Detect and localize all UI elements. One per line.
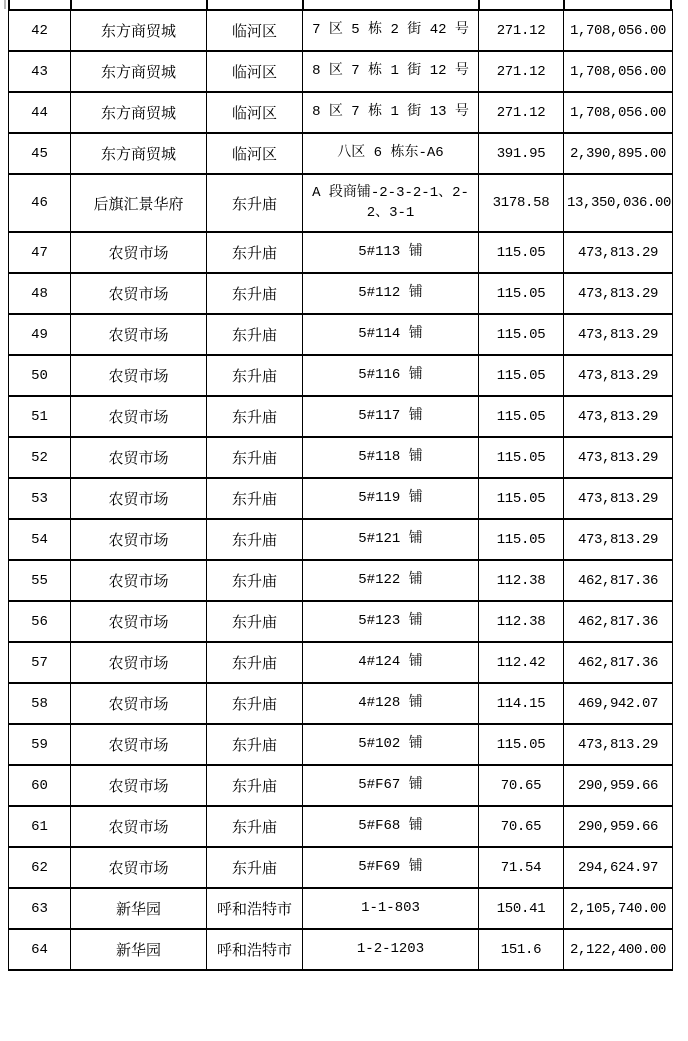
cell-unit: 4#128 铺 [303,683,479,724]
table-row [9,314,673,355]
cell-amount: 473,813.29 [564,232,673,273]
cell-no: 60 [9,765,71,806]
cell-area: 3178.58 [479,174,564,232]
cell-area: 115.05 [479,396,564,437]
cell-project: 农贸市场 [71,806,207,847]
cell-project: 农贸市场 [71,519,207,560]
cell-district: 呼和浩特市 [207,888,303,929]
cell-no: 62 [9,847,71,888]
cell-area: 114.15 [479,683,564,724]
cell-area: 271.12 [479,92,564,133]
cell-amount: 473,813.29 [564,478,673,519]
cell-amount: 473,813.29 [564,314,673,355]
cell-project: 农贸市场 [71,273,207,314]
cell-no: 63 [9,888,71,929]
cell-project: 农贸市场 [71,314,207,355]
cell-area: 70.65 [479,765,564,806]
cell-unit: 5#121 铺 [303,519,479,560]
cell-district: 临河区 [207,10,303,51]
cell-district: 东升庙 [207,478,303,519]
cell-district: 东升庙 [207,273,303,314]
table-border-stub-gray [4,0,6,9]
cell-area: 112.38 [479,560,564,601]
cell-district: 东升庙 [207,847,303,888]
cell-district: 临河区 [207,51,303,92]
cell-unit: 5#117 铺 [303,396,479,437]
cell-district: 东升庙 [207,314,303,355]
cell-district: 东升庙 [207,355,303,396]
cell-project: 农贸市场 [71,437,207,478]
cell-district: 东升庙 [207,642,303,683]
cell-amount: 462,817.36 [564,560,673,601]
cell-project: 农贸市场 [71,683,207,724]
cell-unit: 5#112 铺 [303,273,479,314]
cell-unit: 5#122 铺 [303,560,479,601]
table-row [9,396,673,437]
cell-amount: 469,942.07 [564,683,673,724]
cell-no: 42 [9,10,71,51]
cell-amount: 473,813.29 [564,396,673,437]
table-row [9,929,673,970]
cell-project: 农贸市场 [71,847,207,888]
cell-unit: 5#123 铺 [303,601,479,642]
cell-no: 49 [9,314,71,355]
cell-no: 46 [9,174,71,232]
cell-no: 50 [9,355,71,396]
cell-area: 115.05 [479,232,564,273]
cell-amount: 473,813.29 [564,724,673,765]
cell-unit: A 段商铺-2-3-2-1、2-2、3-1 [303,174,479,232]
cell-no: 43 [9,51,71,92]
table-row [9,806,673,847]
table-row [9,888,673,929]
cell-no: 48 [9,273,71,314]
cell-amount: 1,708,056.00 [564,92,673,133]
cell-area: 150.41 [479,888,564,929]
cell-district: 东升庙 [207,174,303,232]
cell-project: 新华园 [71,888,207,929]
cell-unit: 5#F67 铺 [303,765,479,806]
table-row [9,601,673,642]
cell-no: 58 [9,683,71,724]
cell-area: 271.12 [479,10,564,51]
cell-no: 61 [9,806,71,847]
cell-project: 新华园 [71,929,207,970]
cell-area: 115.05 [479,519,564,560]
cell-project: 农贸市场 [71,724,207,765]
cell-unit: 5#118 铺 [303,437,479,478]
table-row [9,437,673,478]
cell-area: 115.05 [479,437,564,478]
cell-unit: 8 区 7 栋 1 街 12 号 [303,51,479,92]
cell-no: 45 [9,133,71,174]
cell-area: 112.38 [479,601,564,642]
cell-no: 56 [9,601,71,642]
table-row [9,683,673,724]
cell-no: 54 [9,519,71,560]
cell-district: 临河区 [207,133,303,174]
cell-area: 151.6 [479,929,564,970]
cell-district: 东升庙 [207,232,303,273]
cell-area: 115.05 [479,724,564,765]
cell-project: 东方商贸城 [71,51,207,92]
cell-amount: 2,105,740.00 [564,888,673,929]
table-row [9,642,673,683]
table-row [9,133,673,174]
cell-district: 东升庙 [207,601,303,642]
cell-project: 农贸市场 [71,642,207,683]
cell-district: 东升庙 [207,396,303,437]
cell-no: 51 [9,396,71,437]
cell-project: 农贸市场 [71,765,207,806]
cell-project: 农贸市场 [71,560,207,601]
cell-district: 东升庙 [207,519,303,560]
cell-no: 47 [9,232,71,273]
cell-area: 115.05 [479,273,564,314]
table-row [9,92,673,133]
cell-project: 东方商贸城 [71,133,207,174]
cell-district: 东升庙 [207,724,303,765]
cell-amount: 290,959.66 [564,806,673,847]
cell-unit: 5#102 铺 [303,724,479,765]
table-row [9,174,673,232]
cell-no: 55 [9,560,71,601]
cell-no: 59 [9,724,71,765]
cell-district: 东升庙 [207,560,303,601]
cell-area: 70.65 [479,806,564,847]
cell-unit: 5#F68 铺 [303,806,479,847]
cell-area: 115.05 [479,314,564,355]
cell-unit: 5#119 铺 [303,478,479,519]
property-table [8,9,673,971]
cell-amount: 294,624.97 [564,847,673,888]
cell-amount: 290,959.66 [564,765,673,806]
cell-district: 东升庙 [207,765,303,806]
cell-district: 呼和浩特市 [207,929,303,970]
table-row [9,273,673,314]
cell-district: 东升庙 [207,437,303,478]
cell-unit: 5#F69 铺 [303,847,479,888]
cell-area: 115.05 [479,355,564,396]
table-body [9,10,673,970]
cell-district: 东升庙 [207,683,303,724]
table-row [9,724,673,765]
table-row [9,232,673,273]
table-row [9,560,673,601]
cell-amount: 473,813.29 [564,437,673,478]
cell-unit: 4#124 铺 [303,642,479,683]
cell-area: 112.42 [479,642,564,683]
cell-amount: 473,813.29 [564,355,673,396]
cell-unit: 1-2-1203 [303,929,479,970]
cell-project: 东方商贸城 [71,92,207,133]
cell-amount: 473,813.29 [564,273,673,314]
cell-unit: 8 区 7 栋 1 街 13 号 [303,92,479,133]
cell-no: 64 [9,929,71,970]
cell-unit: 八区 6 栋东-A6 [303,133,479,174]
cell-area: 71.54 [479,847,564,888]
cell-area: 115.05 [479,478,564,519]
cell-area: 271.12 [479,51,564,92]
cell-unit: 7 区 5 栋 2 街 42 号 [303,10,479,51]
table-row [9,10,673,51]
cell-no: 57 [9,642,71,683]
cell-amount: 462,817.36 [564,642,673,683]
cell-district: 临河区 [207,92,303,133]
table-row [9,478,673,519]
cell-unit: 1-1-803 [303,888,479,929]
table-row [9,51,673,92]
cell-no: 53 [9,478,71,519]
cell-no: 52 [9,437,71,478]
table-row [9,519,673,560]
cell-amount: 2,390,895.00 [564,133,673,174]
table-row [9,355,673,396]
cell-unit: 5#113 铺 [303,232,479,273]
cell-unit: 5#116 铺 [303,355,479,396]
cell-project: 东方商贸城 [71,10,207,51]
cell-amount: 473,813.29 [564,519,673,560]
cell-project: 农贸市场 [71,601,207,642]
cell-district: 东升庙 [207,806,303,847]
cell-amount: 2,122,400.00 [564,929,673,970]
table-row [9,847,673,888]
cell-amount: 1,708,056.00 [564,51,673,92]
cell-amount: 13,350,036.00 [564,174,673,232]
cell-project: 农贸市场 [71,396,207,437]
cell-no: 44 [9,92,71,133]
cell-project: 农贸市场 [71,232,207,273]
cell-project: 后旗汇景华府 [71,174,207,232]
cell-project: 农贸市场 [71,478,207,519]
cell-unit: 5#114 铺 [303,314,479,355]
cell-project: 农贸市场 [71,355,207,396]
table-row [9,765,673,806]
cell-amount: 462,817.36 [564,601,673,642]
cell-amount: 1,708,056.00 [564,10,673,51]
cell-area: 391.95 [479,133,564,174]
